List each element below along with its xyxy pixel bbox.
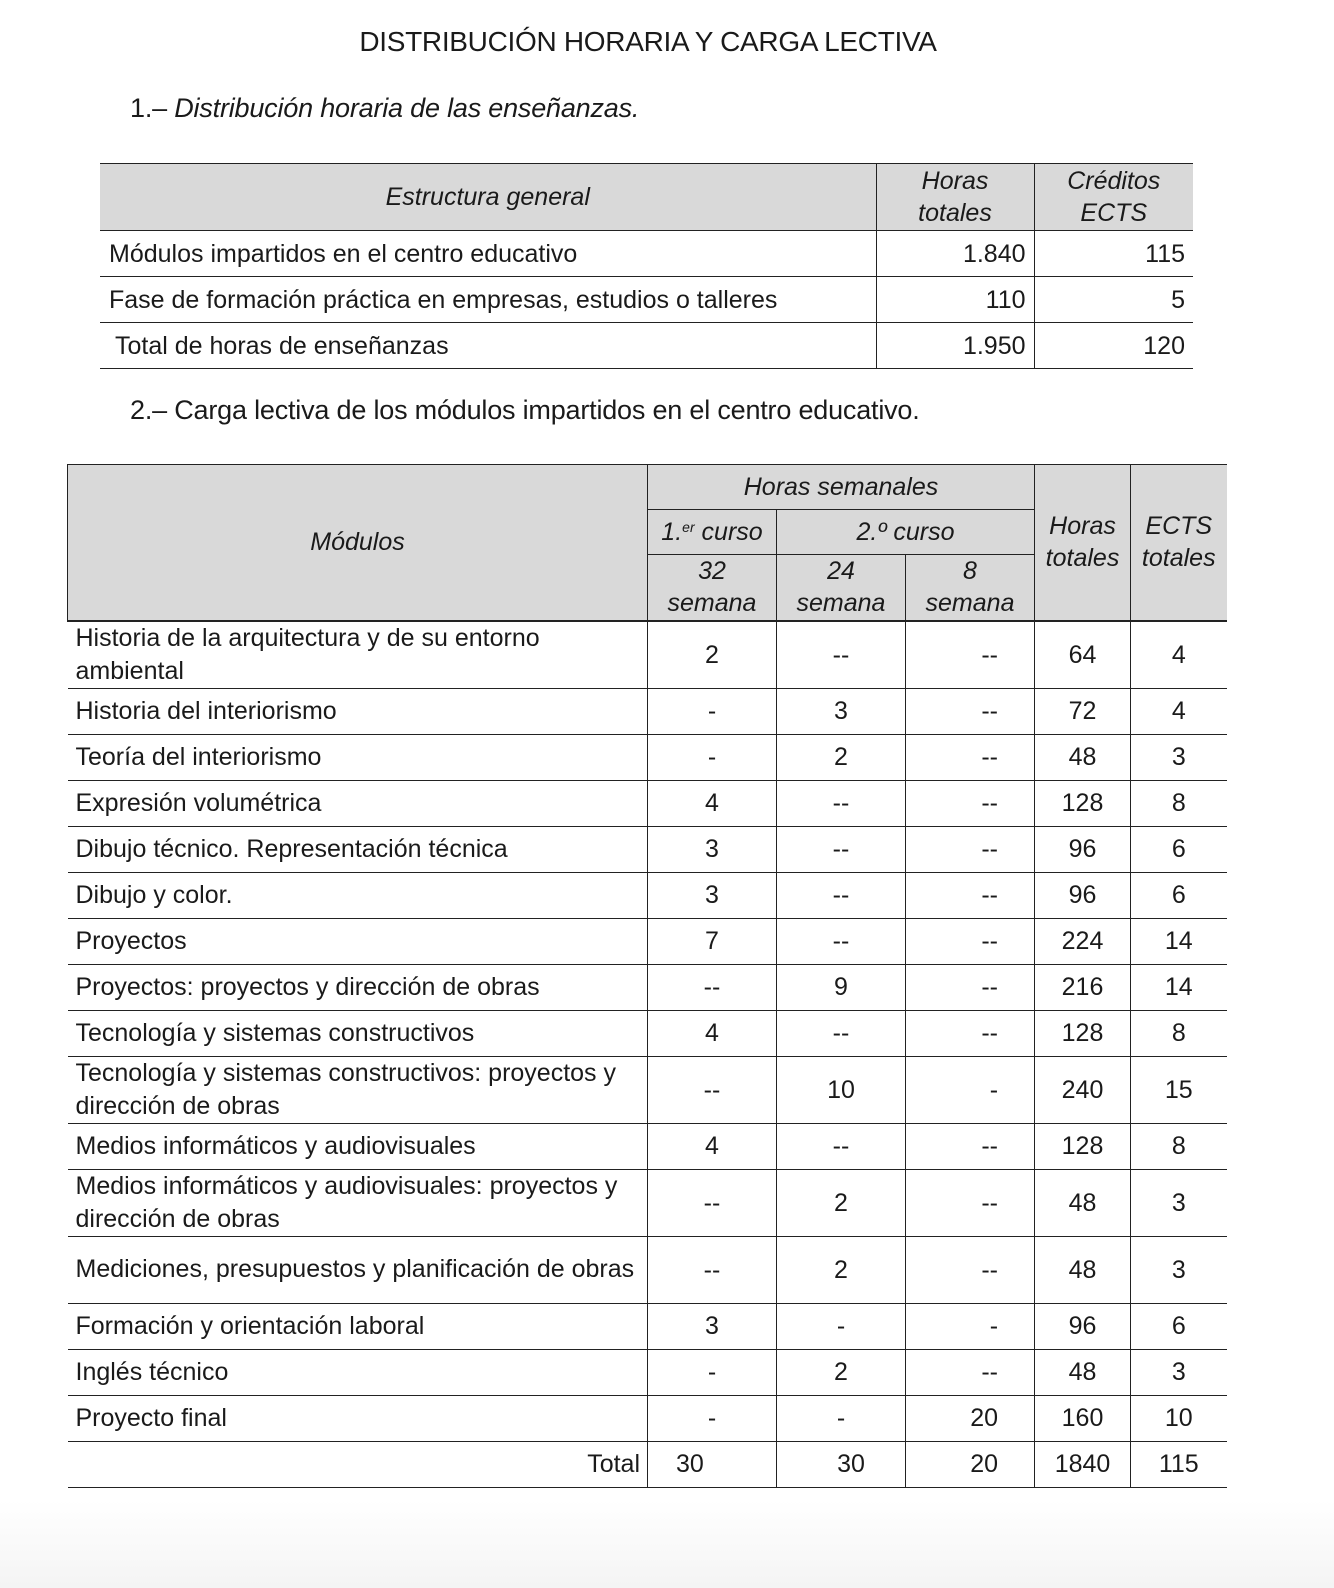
hours-curso2-8: -- [906, 780, 1035, 826]
hours-curso2-8: -- [906, 1236, 1035, 1303]
hours-curso2-24: 2 [777, 1236, 906, 1303]
total-hours: 48 [1035, 734, 1131, 780]
table-header-row [100, 164, 1193, 231]
total-hours: 160 [1035, 1395, 1131, 1441]
header-text: ECTS [1145, 512, 1213, 541]
total-ects: 3 [1131, 734, 1227, 780]
module-name: Medios informáticos y audiovisuales: proyectos y dirección de obras [68, 1169, 648, 1236]
hours-curso1: -- [648, 1236, 777, 1303]
total-hours: 240 [1035, 1056, 1131, 1123]
header-horas-totales [876, 164, 1034, 231]
table-row [100, 231, 1193, 277]
total-ects: 8 [1131, 780, 1227, 826]
total-hours: 1840 [1035, 1441, 1131, 1487]
section-1-number: 1.– [130, 93, 167, 123]
module-name: Inglés técnico [68, 1349, 648, 1395]
header-superscript: er [682, 519, 695, 535]
table-row [100, 277, 1193, 323]
hours-curso1: - [648, 1349, 777, 1395]
total-hours: 128 [1035, 1123, 1131, 1169]
table-header-row [68, 465, 1227, 510]
total-hours: 64 [1035, 621, 1131, 689]
table-row [68, 918, 1227, 964]
hours-curso2-24: -- [777, 780, 906, 826]
teaching-load-table [67, 464, 1227, 1488]
header-text: totales [918, 199, 992, 227]
hours-curso1: -- [648, 964, 777, 1010]
header-text: 8 [963, 557, 977, 586]
table-row [68, 1123, 1227, 1169]
hours-curso2-8: -- [906, 688, 1035, 734]
total-hours: 128 [1035, 1010, 1131, 1056]
header-weeks-24 [777, 555, 906, 621]
header-text: Créditos [1067, 167, 1161, 195]
total-ects: 14 [1131, 964, 1227, 1010]
total-hours: 48 [1035, 1236, 1131, 1303]
row-horas: 110 [876, 277, 1034, 323]
hours-curso2-24: 2 [777, 1349, 906, 1395]
hours-curso2-24: -- [777, 1010, 906, 1056]
header-text: Horas [921, 167, 989, 195]
total-ects: 3 [1131, 1349, 1227, 1395]
hours-curso2-8: -- [906, 1010, 1035, 1056]
total-curso2-24: 30 [777, 1441, 906, 1487]
total-hours: 216 [1035, 964, 1131, 1010]
module-name: Formación y orientación laboral [68, 1303, 648, 1349]
total-hours: 96 [1035, 826, 1131, 872]
header-text: semana [796, 589, 886, 618]
total-ects: 10 [1131, 1395, 1227, 1441]
hours-curso2-8: -- [906, 872, 1035, 918]
hours-curso2-24: - [777, 1395, 906, 1441]
total-ects: 3 [1131, 1169, 1227, 1236]
module-name: Dibujo técnico. Representación técnica [68, 826, 648, 872]
section-1-heading [130, 93, 639, 124]
hours-curso2-24: -- [777, 918, 906, 964]
header-text: semana [667, 589, 757, 618]
header-text: curso [694, 518, 763, 546]
total-ects: 8 [1131, 1010, 1227, 1056]
total-hours: 128 [1035, 780, 1131, 826]
module-name: Historia de la arquitectura y de su entorno ambiental [68, 621, 648, 689]
table-row [68, 780, 1227, 826]
total-curso1: 30 [648, 1441, 777, 1487]
hours-curso2-8: -- [906, 1349, 1035, 1395]
total-ects: 15 [1131, 1056, 1227, 1123]
table-row [68, 1349, 1227, 1395]
header-text: 1. [661, 518, 683, 546]
total-hours: 48 [1035, 1169, 1131, 1236]
total-hours: 96 [1035, 872, 1131, 918]
hours-curso2-8: -- [906, 621, 1035, 689]
module-name: Teoría del interiorismo [68, 734, 648, 780]
module-name: Dibujo y color. [68, 872, 648, 918]
hours-curso1: 3 [648, 872, 777, 918]
table-row [68, 964, 1227, 1010]
total-ects: 4 [1131, 621, 1227, 689]
row-ects: 115 [1034, 231, 1193, 277]
header-estructura-general: Estructura general [100, 164, 876, 231]
row-label: Módulos impartidos en el centro educativo [100, 231, 876, 277]
hours-curso2-24: -- [777, 1123, 906, 1169]
header-ects-totales [1131, 465, 1227, 621]
module-name: Medios informáticos y audiovisuales [68, 1123, 648, 1169]
page-title: DISTRIBUCIÓN HORARIA Y CARGA LECTIVA [359, 26, 937, 57]
module-name: Expresión volumétrica [68, 780, 648, 826]
hours-curso1: 4 [648, 1123, 777, 1169]
header-curso-2: 2.º curso [777, 510, 1035, 555]
hours-curso2-24: -- [777, 621, 906, 689]
hours-curso1: - [648, 734, 777, 780]
total-label: Total [68, 1441, 648, 1487]
module-name: Proyecto final [68, 1395, 648, 1441]
hours-curso1: - [648, 1395, 777, 1441]
hours-curso2-24: 10 [777, 1056, 906, 1123]
hours-curso2-24: 3 [777, 688, 906, 734]
header-text: ECTS [1080, 199, 1148, 227]
hours-curso1: 3 [648, 826, 777, 872]
total-ects: 14 [1131, 918, 1227, 964]
hours-curso1: 3 [648, 1303, 777, 1349]
hours-curso2-8: -- [906, 1169, 1035, 1236]
module-name: Tecnología y sistemas constructivos [68, 1010, 648, 1056]
header-weeks-32 [648, 555, 777, 621]
hours-curso2-8: 20 [906, 1395, 1035, 1441]
module-name: Proyectos [68, 918, 648, 964]
hours-distribution-table [100, 163, 1193, 369]
total-hours: 224 [1035, 918, 1131, 964]
section-2-number: 2.– [130, 395, 167, 425]
total-curso2-8: 20 [906, 1441, 1035, 1487]
table-row [68, 688, 1227, 734]
row-label: Total de horas de enseñanzas [100, 323, 876, 369]
hours-curso1: 4 [648, 780, 777, 826]
header-weeks-8 [906, 555, 1035, 621]
table-row [68, 621, 1227, 689]
hours-curso2-8: -- [906, 1123, 1035, 1169]
table-row [68, 734, 1227, 780]
total-hours: 72 [1035, 688, 1131, 734]
row-ects: 120 [1034, 323, 1193, 369]
module-name: Historia del interiorismo [68, 688, 648, 734]
table-row [68, 1056, 1227, 1123]
module-name: Tecnología y sistemas constructivos: proyectos y dirección de obras [68, 1056, 648, 1123]
header-text: 32 [698, 557, 726, 586]
row-horas: 1.950 [876, 323, 1034, 369]
header-text: 24 [827, 557, 855, 586]
hours-curso2-24: -- [777, 826, 906, 872]
hours-curso2-24: 9 [777, 964, 906, 1010]
total-ects: 115 [1131, 1441, 1227, 1487]
header-horas-totales [1035, 465, 1131, 621]
total-ects: 6 [1131, 1303, 1227, 1349]
header-text: totales [1141, 544, 1216, 573]
hours-curso2-24: 2 [777, 1169, 906, 1236]
row-ects: 5 [1034, 277, 1193, 323]
total-ects: 6 [1131, 872, 1227, 918]
hours-curso1: -- [648, 1169, 777, 1236]
hours-curso2-8: - [906, 1056, 1035, 1123]
table-row [68, 1169, 1227, 1236]
section-2-title: Carga lectiva de los módulos impartidos en el centro educativo. [174, 395, 920, 425]
section-2-heading [130, 395, 920, 426]
total-ects: 4 [1131, 688, 1227, 734]
hours-curso2-24: 2 [777, 734, 906, 780]
hours-curso2-8: -- [906, 826, 1035, 872]
table-row [68, 826, 1227, 872]
total-ects: 3 [1131, 1236, 1227, 1303]
header-horas-semanales: Horas semanales [648, 465, 1035, 510]
header-creditos-ects [1034, 164, 1193, 231]
table-row [68, 1010, 1227, 1056]
header-text: totales [1045, 544, 1120, 573]
total-hours: 96 [1035, 1303, 1131, 1349]
table-row [68, 1395, 1227, 1441]
hours-curso2-8: - [906, 1303, 1035, 1349]
module-name: Proyectos: proyectos y dirección de obras [68, 964, 648, 1010]
hours-curso1: 7 [648, 918, 777, 964]
hours-curso1: 4 [648, 1010, 777, 1056]
total-hours: 48 [1035, 1349, 1131, 1395]
hours-curso1: - [648, 688, 777, 734]
table-row-total [68, 1441, 1227, 1487]
total-ects: 8 [1131, 1123, 1227, 1169]
total-ects: 6 [1131, 826, 1227, 872]
table-row [68, 1236, 1227, 1303]
row-label: Fase de formación práctica en empresas, estudios o talleres [100, 277, 876, 323]
header-text: Horas [1049, 512, 1116, 541]
header-curso-1 [648, 510, 777, 555]
hours-curso1: -- [648, 1056, 777, 1123]
header-modulos: Módulos [68, 465, 648, 621]
header-text: semana [925, 589, 1015, 618]
hours-curso2-24: - [777, 1303, 906, 1349]
hours-curso1: 2 [648, 621, 777, 689]
table-row-total [100, 323, 1193, 369]
module-name: Mediciones, presupuestos y planificación de obras [68, 1236, 648, 1303]
hours-curso2-8: -- [906, 734, 1035, 780]
row-horas: 1.840 [876, 231, 1034, 277]
hours-curso2-8: -- [906, 918, 1035, 964]
hours-curso2-8: -- [906, 964, 1035, 1010]
section-1-title: Distribución horaria de las enseñanzas. [174, 93, 640, 123]
table-row [68, 872, 1227, 918]
hours-curso2-24: -- [777, 872, 906, 918]
table-row [68, 1303, 1227, 1349]
